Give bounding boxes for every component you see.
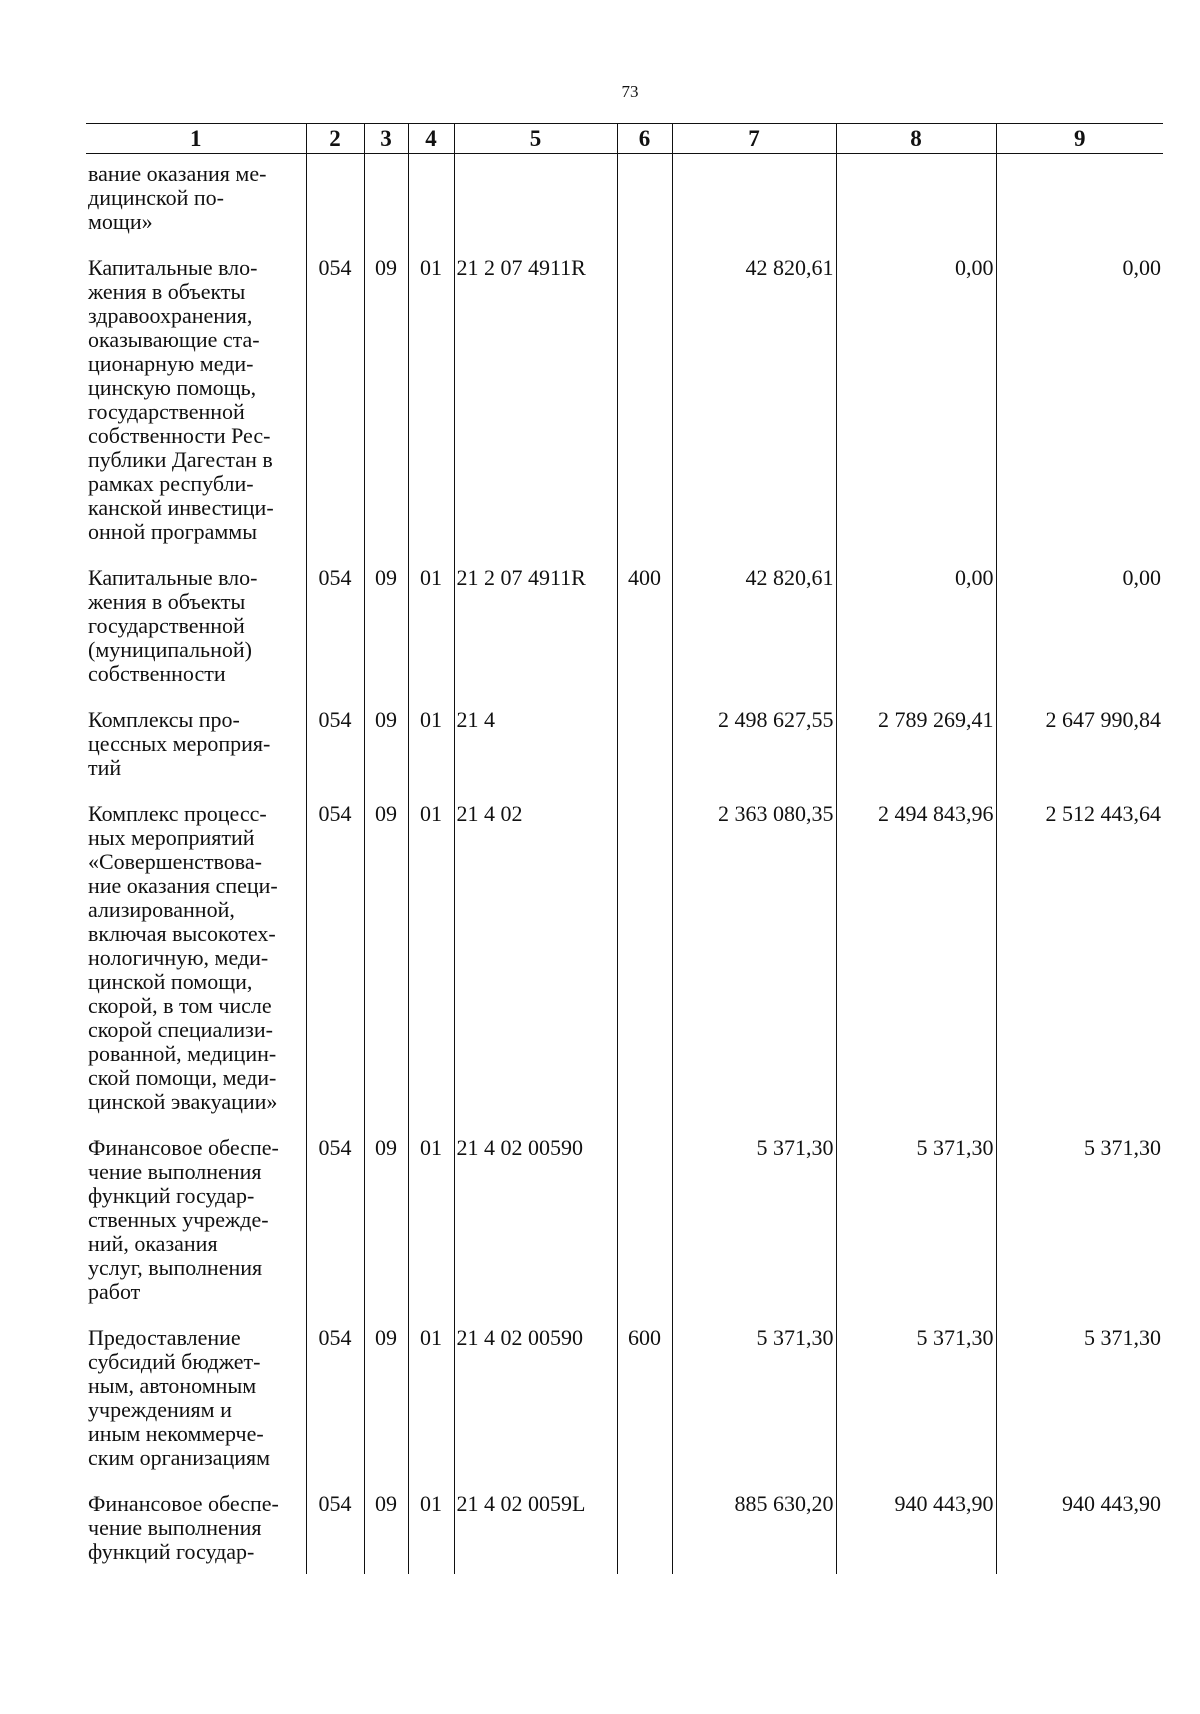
table-row [86,1483,1163,1574]
header-col-4: 4 [408,124,454,154]
row-target-article: 21 4 02 00590 [454,1127,617,1317]
row-description: Предоставление субсидий бюджет- ным, автономным учреждениям и иным некоммерче- ским организациям [88,1325,271,1470]
row-code-admin: 054 [306,1317,364,1483]
row-amount-col8: 5 371,30 [836,1127,996,1317]
row-amount-col9: 5 371,30 [996,1317,1163,1483]
row-amount-col8 [836,154,996,248]
row-amount-col8: 2 789 269,41 [836,699,996,793]
row-section: 09 [364,1483,408,1574]
row-amount-col7: 5 371,30 [672,1127,836,1317]
row-amount-col8: 0,00 [836,247,996,557]
row-description: Финансовое обеспе- чение выполнения функций государ- ственных учрежде- ний, оказания услуг, выполнения работ [88,1135,279,1304]
row-target-article: 21 2 07 4911R [454,557,617,699]
row-amount-col8: 940 443,90 [836,1483,996,1574]
row-subsection [408,154,454,248]
table-header-row [86,124,1163,154]
header-col-6: 6 [617,124,672,154]
page-number: 73 [621,82,639,101]
row-description: Комплекс процесс- ных мероприятий «Совершенствова- ние оказания специ- ализированной, включая высокотех- нологичную, меди- цинской помощи, скорой, в том числе скорой специализи- рованной, медицин- ской помощи, меди- цинской эвакуации» [88,801,278,1114]
row-subsection: 01 [408,1483,454,1574]
row-description: Финансовое обеспе- чение выполнения функций государ- [88,1491,279,1564]
row-code-admin: 054 [306,247,364,557]
row-expense-type [617,154,672,248]
row-expense-type [617,247,672,557]
row-target-article: 21 4 [454,699,617,793]
row-target-article: 21 2 07 4911R [454,247,617,557]
row-description: Капитальные вло- жения в объекты здравоохранения, оказывающие ста- ционарную меди- цинскую помощь, государственной собственности Рес- публики Дагестан в рамках республи- канской инвестици- онной программы [88,255,274,544]
row-amount-col9: 0,00 [996,557,1163,699]
row-amount-col7: 2 498 627,55 [672,699,836,793]
row-section: 09 [364,699,408,793]
row-amount-col9: 2 647 990,84 [996,699,1163,793]
table-row [86,557,1163,699]
row-expense-type [617,699,672,793]
row-subsection: 01 [408,557,454,699]
row-code-admin: 054 [306,557,364,699]
row-expense-type [617,1483,672,1574]
table-row [86,247,1163,557]
row-amount-col8: 5 371,30 [836,1317,996,1483]
row-expense-type: 600 [617,1317,672,1483]
row-expense-type [617,1127,672,1317]
row-amount-col7: 42 820,61 [672,557,836,699]
row-section: 09 [364,247,408,557]
budget-table [86,123,1163,1574]
header-col-9: 9 [996,124,1163,154]
header-col-2: 2 [306,124,364,154]
row-description: Капитальные вло- жения в объекты государственной (муниципальной) собственности [88,565,258,686]
row-section: 09 [364,1317,408,1483]
row-amount-col7: 5 371,30 [672,1317,836,1483]
row-amount-col9 [996,154,1163,248]
table-row [86,1127,1163,1317]
row-amount-col9: 5 371,30 [996,1127,1163,1317]
row-code-admin: 054 [306,699,364,793]
row-subsection: 01 [408,1127,454,1317]
row-subsection: 01 [408,1317,454,1483]
header-col-3: 3 [364,124,408,154]
row-amount-col7 [672,154,836,248]
row-code-admin: 054 [306,1483,364,1574]
row-amount-col7: 42 820,61 [672,247,836,557]
table-row [86,154,1163,248]
row-amount-col9: 0,00 [996,247,1163,557]
table-row [86,1317,1163,1483]
row-subsection: 01 [408,247,454,557]
row-section [364,154,408,248]
row-amount-col9: 940 443,90 [996,1483,1163,1574]
header-col-7: 7 [672,124,836,154]
row-section: 09 [364,557,408,699]
row-amount-col8: 2 494 843,96 [836,793,996,1127]
table-row [86,699,1163,793]
row-expense-type: 400 [617,557,672,699]
row-amount-col7: 2 363 080,35 [672,793,836,1127]
row-target-article [454,154,617,248]
row-description: вание оказания ме- дицинской по- мощи» [88,161,267,234]
table-row [86,793,1163,1127]
row-code-admin: 054 [306,1127,364,1317]
row-amount-col8: 0,00 [836,557,996,699]
row-subsection: 01 [408,699,454,793]
row-section: 09 [364,793,408,1127]
table-body [86,154,1163,1575]
header-col-1: 1 [86,124,306,154]
row-subsection: 01 [408,793,454,1127]
row-amount-col7: 885 630,20 [672,1483,836,1574]
row-amount-col9: 2 512 443,64 [996,793,1163,1127]
header-col-8: 8 [836,124,996,154]
row-target-article: 21 4 02 0059L [454,1483,617,1574]
row-description: Комплексы про- цессных мероприя- тий [88,707,271,780]
row-section: 09 [364,1127,408,1317]
row-code-admin: 054 [306,793,364,1127]
row-target-article: 21 4 02 [454,793,617,1127]
row-expense-type [617,793,672,1127]
header-col-5: 5 [454,124,617,154]
row-code-admin [306,154,364,248]
row-target-article: 21 4 02 00590 [454,1317,617,1483]
